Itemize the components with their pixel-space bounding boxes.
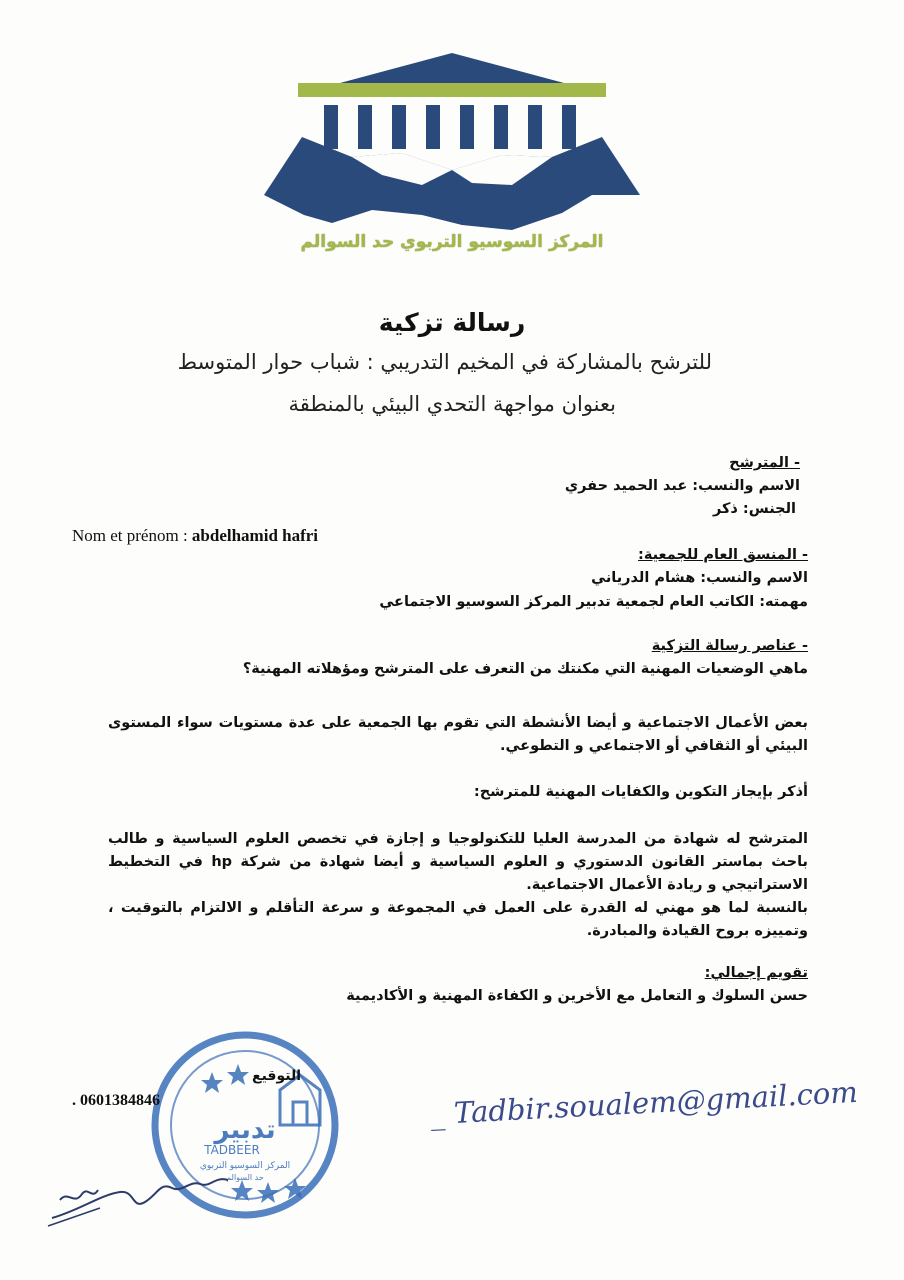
candidate-latin-name [72,526,318,546]
handwritten-signature [40,1140,240,1230]
question-2: أذكر بإيجاز التكوين والكفايات المهنية للمترشح: [473,784,808,800]
contact-email: _ Tadbir.soualem@gmail.com [429,1074,859,1132]
answer-2a: المترشح له شهادة من المدرسة العليا للتكنولوجيا و إجازة في تخصص العلوم السياسية و طالب باحث بماستر القانون الدستوري و العلوم السياسية و أيضا شهادة من شركة hp في التخطيط الاستراتيجي و ريادة الأعمال الاجتماعية. [108,831,808,893]
elements-heading: - عناصر رسالة التزكية [651,638,808,654]
evaluation-heading: تقويم إجمالي: [704,965,808,981]
letter-title: رسالة تزكية [378,308,526,337]
answer-1: بعض الأعمال الاجتماعية و أيضا الأنشطة التي تقوم بها الجمعية على عدة مستويات سواء المستوى البيئي أو الثقافي أو الاجتماعي و التطوعي. [108,715,808,754]
coordinator-name: الاسم والنسب: هشام الدرياني [591,570,808,586]
stamp-arabic-name: تدبير [214,1115,276,1145]
logo-caption: المركز السوسيو التربوي حد السوالم [300,232,604,252]
coordinator-role: مهمته: الكاتب العام لجمعية تدبير المركز السوسيو الاجتماعي [379,594,808,610]
phone-number: . 0601384846 [72,1092,160,1109]
question-1: ماهي الوضعيات المهنية التي مكنتك من التعرف على المترشح ومؤهلاته المهنية؟ [242,661,808,677]
signature-label: التوقيع [252,1068,301,1084]
coordinator-heading: - المنسق العام للجمعية: [638,547,808,563]
stamp-line1: المركز السوسيو التربوي [199,1161,291,1171]
logo-icon [262,45,642,260]
stamp-line2: حد السوالم [226,1173,264,1182]
letter-subtitle-line1: للترشح بالمشاركة في المخيم التدريبي : شباب حوار المتوسط [177,350,712,374]
candidate-gender: الجنس: ذكر [712,501,796,517]
candidate-name: الاسم والنسب: عبد الحميد حفري [564,478,800,494]
stamp-latin-name: TADBEER [204,1143,260,1157]
latin-name-value: abdelhamid hafri [191,526,319,545]
answer-2b: بالنسبة لما هو مهني له القدرة على العمل في المجموعة و سرعة التأقلم و الالتزام بالتوقيت ، وتمييزه بروح القيادة والمبادرة. [108,900,808,939]
latin-name-label: Nom et prénom : [72,526,188,545]
candidate-heading: - المترشح [729,455,800,471]
evaluation-text: حسن السلوك و التعامل مع الأخرين و الكفاءة المهنية و الأكاديمية [346,988,808,1004]
letter-subtitle-line2: بعنوان مواجهة التحدي البيئي بالمنطقة [288,392,616,416]
